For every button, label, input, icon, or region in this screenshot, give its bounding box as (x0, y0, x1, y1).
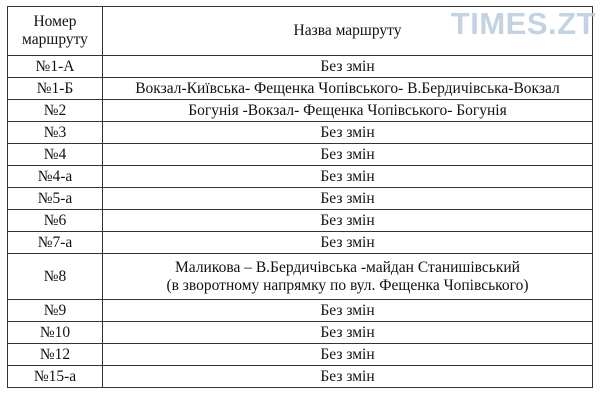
table-row (8, 322, 593, 344)
route-name: Без змін (103, 232, 593, 254)
table-body (8, 56, 593, 388)
route-number: №7-а (8, 232, 103, 254)
table-row (8, 100, 593, 122)
route-number: №1-Б (8, 78, 103, 100)
table-row (8, 232, 593, 254)
route-number: №8 (8, 254, 103, 300)
route-name: Без змін (103, 166, 593, 188)
route-name: Без змін (103, 188, 593, 210)
route-name: Без змін (103, 144, 593, 166)
route-number: №4 (8, 144, 103, 166)
route-name: Без змін (103, 56, 593, 78)
route-number: №2 (8, 100, 103, 122)
route-name: Без змін (103, 322, 593, 344)
route-name: Без змін (103, 300, 593, 322)
table-row (8, 344, 593, 366)
table-row (8, 210, 593, 232)
route-number: №15-а (8, 366, 103, 388)
route-number: №6 (8, 210, 103, 232)
route-number: №9 (8, 300, 103, 322)
table-row (8, 122, 593, 144)
route-name: Без змін (103, 344, 593, 366)
table-header (8, 7, 593, 56)
table-row (8, 366, 593, 388)
route-number: №10 (8, 322, 103, 344)
table-row (8, 254, 593, 300)
route-number: №12 (8, 344, 103, 366)
header-route-number: Номер маршруту (8, 7, 103, 56)
route-table (7, 6, 593, 388)
table-row (8, 144, 593, 166)
route-name: Без змін (103, 366, 593, 388)
route-number: №5-а (8, 188, 103, 210)
route-name: Богунія -Вокзал- Фещенка Чопівського- Богунія (103, 100, 593, 122)
table-row (8, 78, 593, 100)
route-name: Без змін (103, 122, 593, 144)
table-row (8, 300, 593, 322)
header-route-name: Назва маршруту (103, 7, 593, 56)
table-row (8, 166, 593, 188)
route-number: №3 (8, 122, 103, 144)
watermark-logo: TIMES.ZT (450, 6, 596, 41)
route-number: №1-А (8, 56, 103, 78)
route-number: №4-а (8, 166, 103, 188)
table-row (8, 56, 593, 78)
table-row (8, 188, 593, 210)
route-name: Без змін (103, 210, 593, 232)
table-header-row (8, 7, 593, 56)
route-name: Вокзал-Київська- Фещенка Чопівського- В.Бердичівська-Вокзал (103, 78, 593, 100)
route-name: Маликова – В.Бердичівська -майдан Станишівський (в зворотному напрямку по вул. Фещенка Чопівського) (103, 254, 593, 300)
